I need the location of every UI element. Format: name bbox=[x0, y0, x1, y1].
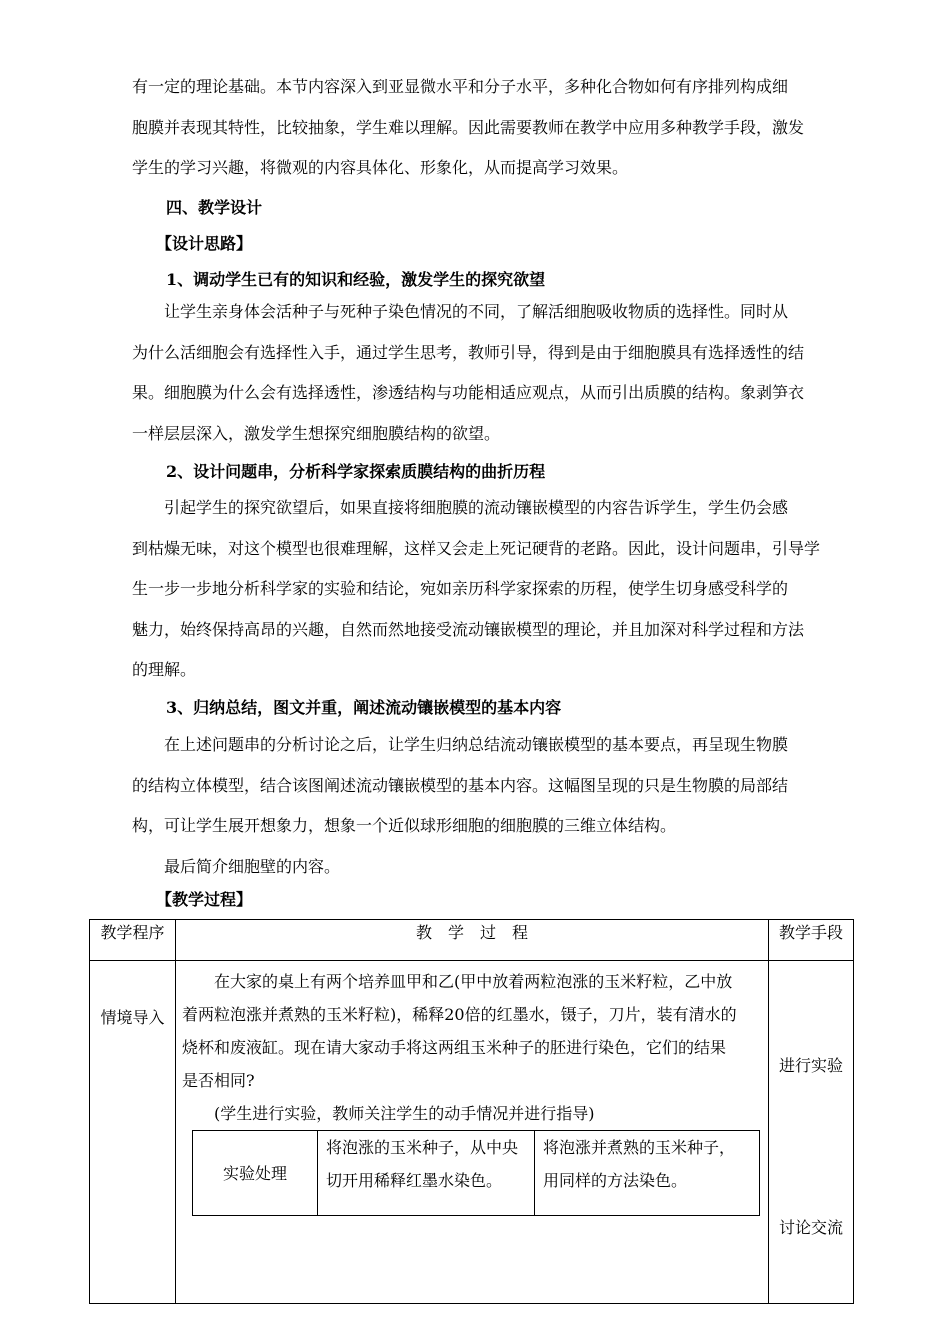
text-line: 着两粒泡涨并煮熟的玉米籽粒)，稀释20倍的红墨水，镊子，刀片，装有清水的 bbox=[182, 1005, 737, 1024]
text-line: 胞膜并表现其特性，比较抽象，学生难以理解。因此需要教师在教学中应用多种教学手段，激发 bbox=[132, 117, 805, 137]
process-heading: 【教学过程】 bbox=[156, 890, 253, 909]
experiment-col-a bbox=[318, 1131, 535, 1216]
point3-paragraph bbox=[132, 725, 820, 887]
text-line: 的结构立体模型，结合该图阐述流动镶嵌模型的基本内容。这幅图呈现的只是生物膜的局部结 bbox=[132, 775, 789, 795]
text-line: 果。细胞膜为什么会有选择透性，渗透结构与功能相适应观点，从而引出质膜的结构。象剥笋衣 bbox=[132, 383, 805, 402]
text-line: 的理解。 bbox=[132, 660, 197, 679]
process-text-cont bbox=[182, 998, 762, 1097]
text-line: 烧杯和废液缸。现在请大家动手将这两组玉米种子的胚进行染色，它们的结果 bbox=[182, 1038, 727, 1057]
means-item: 进行实验 bbox=[778, 1056, 843, 1075]
text-line: 在大家的桌上有两个培养皿甲和乙(甲中放着两粒泡涨的玉米籽粒，乙中放 bbox=[214, 972, 733, 991]
section-title: 四、教学设计 bbox=[166, 198, 263, 217]
process-note: (学生进行实验，教师关注学生的动手情况并进行指导) bbox=[214, 1104, 595, 1123]
text-line: 到枯燥无味，对这个模型也很难理解，这样又会走上死记硬背的老路。因此，设计问题串，引导学 bbox=[132, 538, 821, 558]
text-line: 为什么活细胞会有选择性入手，通过学生思考，教师引导，得到是由于细胞膜具有选择透性的结 bbox=[132, 342, 805, 362]
point1-paragraph bbox=[132, 292, 820, 454]
header-stage: 教学程序 bbox=[90, 920, 176, 961]
experiment-label: 实验处理 bbox=[193, 1131, 318, 1216]
text-line: 切开用稀释红墨水染色。 bbox=[326, 1171, 503, 1190]
header-means: 教学手段 bbox=[769, 920, 854, 961]
text-line: 生一步一步地分析科学家的实验和结论，宛如亲历科学家探索的历程，使学生切身感受科学的 bbox=[132, 579, 789, 598]
design-heading: 【设计思路】 bbox=[156, 234, 253, 253]
stage-cell bbox=[90, 961, 176, 1304]
text-line: 在上述问题串的分析讨论之后，让学生归纳总结流动镶嵌模型的基本要点，再呈现生物膜 bbox=[164, 735, 789, 754]
text-line: 构，可让学生展开想象力，想象一个近似球形细胞的细胞膜的三维立体结构。 bbox=[132, 816, 677, 835]
text-line: 引起学生的探究欲望后，如果直接将细胞膜的流动镶嵌模型的内容告诉学生，学生仍会感 bbox=[164, 498, 789, 517]
point3-heading: 3、归纳总结，图文并重，阐述流动镶嵌模型的基本内容 bbox=[166, 698, 562, 717]
text-line: 学生的学习兴趣，将微观的内容具体化、形象化，从而提高学习效果。 bbox=[132, 158, 629, 177]
table-row bbox=[90, 961, 854, 1304]
text-line: 是否相同? bbox=[182, 1071, 255, 1090]
point1-heading: 1、调动学生已有的知识和经验，激发学生的探究欲望 bbox=[166, 270, 546, 289]
text-line: 一样层层深入，激发学生想探究细胞膜结构的欲望。 bbox=[132, 423, 501, 443]
text-line: 有一定的理论基础。本节内容深入到亚显微水平和分子水平，多种化合物如何有序排列构成细 bbox=[132, 77, 789, 96]
text-line: 魅力，始终保持高昂的兴趣，自然而然地接受流动镶嵌模型的理论，并且加深对科学过程和方法 bbox=[132, 619, 805, 639]
point2-heading: 2、设计问题串，分析科学家探索质膜结构的曲折历程 bbox=[166, 462, 546, 481]
process-text bbox=[182, 965, 762, 998]
text-line: 将泡涨并煮熟的玉米种子， bbox=[543, 1138, 736, 1157]
experiment-table bbox=[192, 1130, 760, 1216]
means-item: 讨论交流 bbox=[778, 1218, 843, 1237]
point2-paragraph bbox=[132, 488, 820, 691]
process-cell bbox=[176, 961, 769, 1304]
stage-label: 情境导入 bbox=[100, 1008, 165, 1027]
experiment-col-b bbox=[535, 1131, 760, 1216]
text-line: 用同样的方法染色。 bbox=[543, 1171, 688, 1190]
intro-paragraph bbox=[132, 67, 820, 189]
header-process: 教 学 过 程 bbox=[176, 920, 769, 961]
means-cell bbox=[769, 961, 854, 1304]
teaching-process-table bbox=[89, 919, 854, 1304]
experiment-row bbox=[193, 1131, 760, 1216]
text-line: 将泡涨的玉米种子，从中央 bbox=[326, 1138, 519, 1157]
table-header-row bbox=[90, 920, 854, 961]
text-line: 最后简介细胞壁的内容。 bbox=[164, 856, 341, 876]
text-line: 让学生亲身体会活种子与死种子染色情况的不同，了解活细胞吸收物质的选择性。同时从 bbox=[164, 302, 789, 321]
